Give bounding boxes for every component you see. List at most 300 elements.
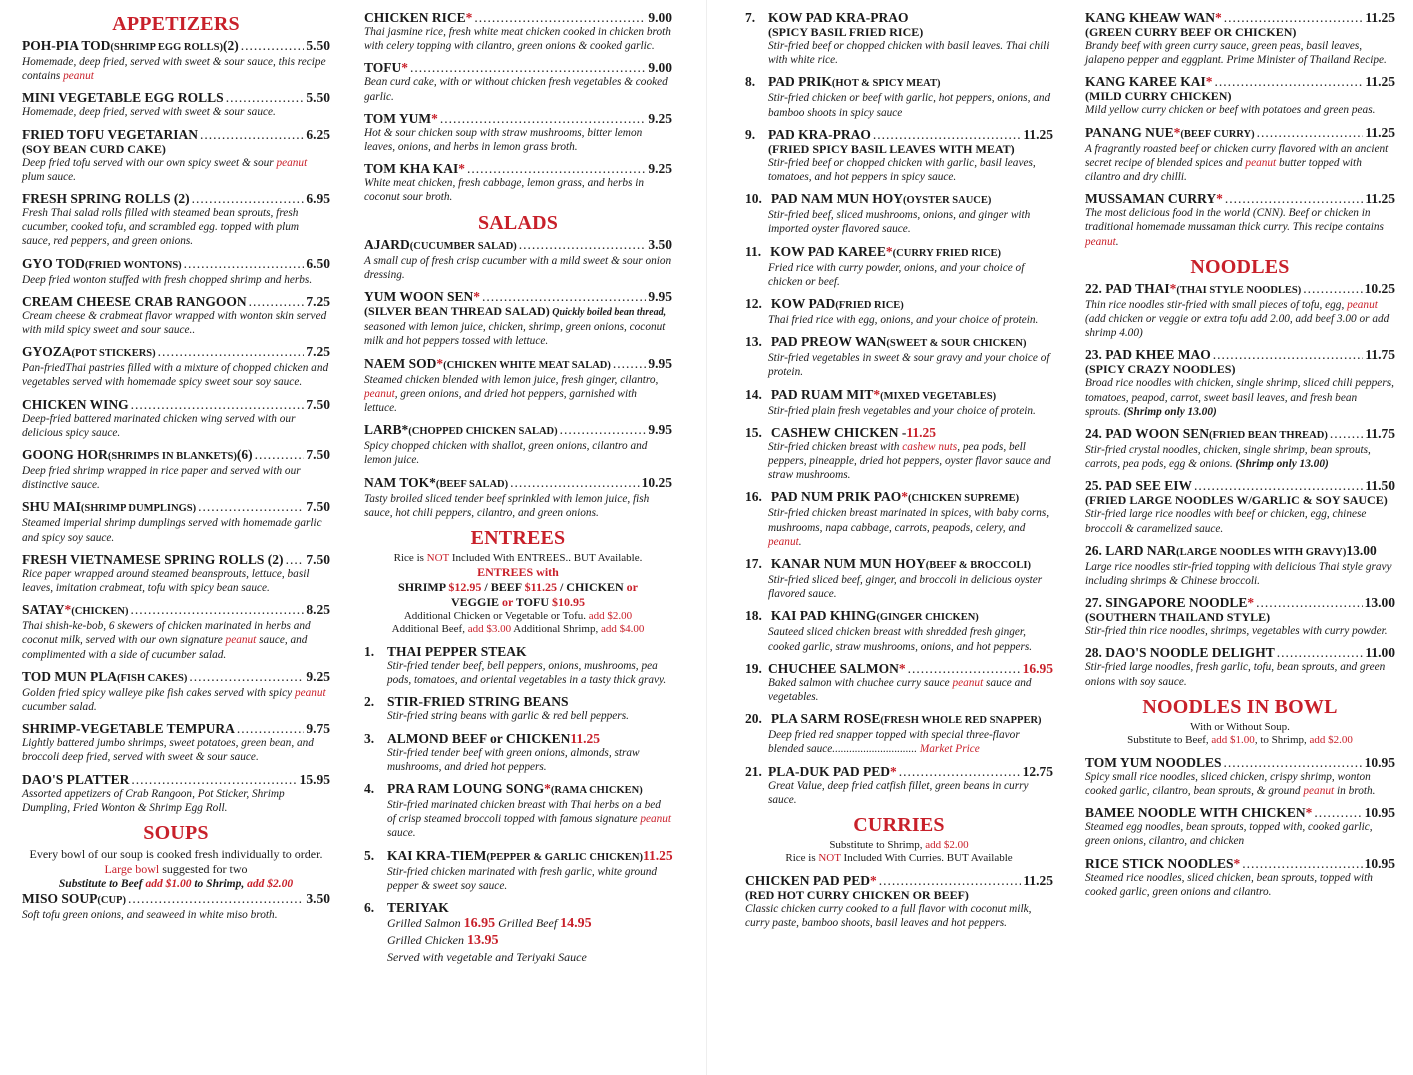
text-run: The most delicious food in the world (CNN). Beef or chicken in traditional homemade mussaman thick curry. This recipe contains	[1085, 207, 1384, 234]
item-description	[364, 865, 672, 893]
item-description	[745, 573, 1053, 601]
item-name: TOM KHA KAI	[364, 161, 459, 177]
highlight-text: cashew nuts	[902, 440, 958, 453]
highlight-text: add $3.00	[467, 623, 512, 636]
menu-item	[364, 731, 672, 774]
menu-item	[1085, 856, 1395, 899]
text-run: Grilled Beef	[495, 916, 561, 931]
item-description	[364, 320, 672, 348]
spicy-marker: *	[873, 386, 881, 402]
text-run: , to Shrimp,	[1254, 733, 1310, 746]
section-heading: SALADS	[477, 211, 559, 234]
menu-item	[22, 344, 330, 389]
item-header	[745, 489, 1053, 506]
menu-item	[745, 711, 1053, 756]
item-header	[22, 397, 330, 412]
text-run: Served with vegetable and Teriyaki Sauce	[387, 950, 587, 965]
item-description	[22, 908, 330, 922]
item-name-tail: (6)	[236, 447, 253, 463]
item-header	[1085, 595, 1395, 610]
text-run: Deep fried red snapper topped with special three-flavor blended sauce..............................	[768, 729, 1020, 756]
dot-leader	[128, 891, 304, 906]
menu-item	[22, 721, 330, 764]
item-subtitle: (SILVER BEAN THREAD SALAD)	[364, 304, 550, 319]
item-name: KAI PAD KHING	[770, 608, 877, 624]
section-note	[1085, 721, 1395, 734]
item-subtitle: (SHRIMPS IN BLANKETS)	[107, 451, 237, 463]
text-run: Grilled Chicken	[387, 933, 467, 948]
text-run: / BEEF	[481, 580, 525, 595]
item-header	[745, 425, 1053, 440]
item-subtitle: (CUCUMBER SALAD)	[409, 240, 517, 252]
item-name: CHUCHEE SALMON	[768, 660, 899, 676]
item-description	[745, 625, 1053, 653]
item-name: 23. PAD KHEE MAO	[1085, 347, 1211, 363]
item-subtitle: (SHRIMP DUMPLINGS)	[80, 503, 197, 515]
item-header	[1085, 191, 1395, 206]
item-name: LARB*	[364, 422, 409, 438]
item-subtitle-line	[745, 25, 1053, 39]
item-subtitle: (MIXED VEGETABLES)	[880, 390, 997, 402]
item-subtitle: (CHICKEN WHITE MEAT SALAD)	[443, 359, 611, 371]
text-run: to Shrimp,	[191, 878, 248, 891]
item-description	[364, 492, 672, 520]
text-run: plum sauce.	[22, 170, 76, 183]
item-subtitle: (RED HOT CURRY CHICKEN OR BEEF)	[745, 888, 969, 903]
item-price: 7.25	[306, 344, 330, 360]
text-run: Stir-fried crystal noodles, chicken, single shrimp, bean sprouts, carrots, pea pods, egg & onions.	[1085, 444, 1371, 471]
item-subtitle: (GINGER CHICKEN)	[876, 612, 979, 624]
item-price: 6.25	[306, 126, 330, 142]
spacer	[745, 865, 1053, 873]
item-name: PRA RAM LOUNG SONG	[387, 781, 545, 797]
item-header	[1085, 426, 1395, 443]
item-header	[22, 38, 330, 55]
item-subtitle: (FRIED WONTONS)	[84, 259, 182, 271]
text-run: .	[798, 535, 802, 548]
item-header	[364, 237, 672, 254]
item-number: 1.	[364, 644, 375, 660]
item-header	[364, 60, 672, 75]
menu-item	[364, 900, 672, 965]
item-description	[745, 728, 1053, 756]
item-price: 9.00	[648, 60, 672, 76]
item-name: GYO TOD	[22, 255, 85, 271]
item-price: 11.25	[1365, 10, 1395, 25]
dot-leader	[1215, 74, 1364, 89]
item-name: 22. PAD THAI	[1085, 280, 1170, 296]
item-description	[745, 902, 1053, 930]
item-description	[745, 779, 1053, 807]
text-run: Sauteed sliced chicken breast with shredded fresh ginger, cooked garlic, straw mushrooms, onions, and hot peppers.	[768, 626, 1033, 653]
text-run: (add chicken or veggie or extra tofu add 2.00, add beef 3.00 or add shrimp 4.00)	[1085, 313, 1390, 340]
item-header	[1085, 478, 1395, 493]
highlight-text: peanut	[952, 676, 984, 689]
section-heading: ENTREES	[470, 527, 566, 550]
item-header	[745, 191, 1053, 208]
item-description	[1085, 142, 1395, 185]
item-description	[22, 736, 330, 764]
highlight-text: NOT	[426, 552, 450, 565]
section-note	[22, 877, 330, 891]
item-name: TOFU	[364, 60, 402, 76]
text-run: Stir-fried sliced beef, ginger, and broccoli in delicious oyster flavored sauce.	[768, 574, 1043, 601]
text-run: Tasty broiled sliced tender beef sprinkled with lemon juice, fish sauce, hot chili peppers, cilantro, and green onions.	[364, 492, 650, 519]
menu-item	[1085, 191, 1395, 249]
menu-item	[1085, 125, 1395, 185]
item-option-line	[364, 915, 672, 932]
item-name: 28. DAO'S NOODLE DELIGHT	[1085, 645, 1275, 661]
text-run: Stir-fried beef, sliced mushrooms, onions, and ginger with imported oyster flavored sauce.	[768, 209, 1031, 236]
item-header	[745, 711, 1053, 728]
dot-leader	[474, 10, 646, 25]
spicy-marker: *	[890, 763, 897, 779]
item-price: 3.50	[648, 236, 672, 252]
item-header	[364, 289, 672, 304]
item-price: 11.25	[570, 730, 601, 746]
item-price: 12.75	[1022, 763, 1053, 779]
item-option-line	[364, 932, 672, 949]
section-note	[364, 610, 672, 623]
item-name: TOM YUM	[364, 110, 432, 126]
menu-item	[364, 848, 672, 893]
item-name: KAI KRA-TIEM	[387, 847, 487, 863]
page-fold	[706, 0, 707, 1075]
text-run: Rice is	[785, 852, 819, 865]
menu-item	[745, 489, 1053, 549]
item-price: 7.50	[306, 396, 330, 412]
item-description	[22, 55, 330, 83]
text-run: Rice is	[393, 552, 427, 565]
highlight-text: add $2.00	[925, 839, 969, 852]
menu-item	[22, 38, 330, 83]
text-run: Stir-fried string beans with garlic & red bell peppers.	[387, 710, 629, 723]
spicy-marker: *	[401, 60, 409, 76]
item-header	[1085, 347, 1395, 362]
text-run: Fried rice with curry powder, onions, and your choice of chicken or beef.	[768, 261, 1025, 288]
item-price: 11.00	[1365, 645, 1395, 661]
menu-item	[22, 127, 330, 184]
item-header	[22, 256, 330, 273]
item-description	[1085, 206, 1395, 249]
item-description	[22, 686, 330, 714]
item-name: THAI PEPPER STEAK	[387, 644, 527, 660]
text-run: Homemade, deep fried, served with sweet & sour sauce.	[22, 106, 276, 119]
text-run: Grilled Salmon	[387, 916, 464, 931]
highlight-text: peanut	[768, 535, 799, 548]
item-header	[22, 447, 330, 464]
item-price: 9.25	[648, 110, 672, 126]
item-description	[1085, 507, 1395, 535]
item-header	[1085, 856, 1395, 871]
item-name: PAD PREOW WAN	[770, 334, 887, 350]
item-description	[1085, 443, 1395, 471]
item-number: 14.	[745, 386, 762, 402]
text-run: Stir-fried beef or chopped chicken with garlic, basil leaves, tomatoes, and hot peppers in spicy sauce.	[768, 156, 1036, 184]
menu-item	[22, 669, 330, 714]
item-number: 20.	[745, 711, 762, 727]
dot-leader	[200, 127, 304, 142]
item-number: 15.	[745, 424, 762, 440]
item-price: 15.95	[299, 771, 330, 787]
text-run: Steamed rice noodles, sliced chicken, bean sprouts, topped with cooked garlic, green onions and cilantro.	[1085, 871, 1373, 898]
text-run: Deep fried shrimp wrapped in rice paper and served with our distinctive sauce.	[22, 465, 301, 492]
item-number: 7.	[745, 10, 756, 25]
item-name: PAD KRA-PRAO	[768, 126, 871, 142]
item-name: TOM YUM NOODLES	[1085, 754, 1222, 770]
dot-leader	[440, 111, 647, 126]
item-header	[1085, 543, 1395, 560]
text-run: Thai fried rice with egg, onions, and your choice of protein.	[768, 314, 1039, 327]
dot-leader	[130, 602, 304, 617]
item-name: CHICKEN PAD PED	[745, 873, 871, 889]
highlight-text: $12.95	[448, 580, 482, 595]
text-run: A fragrantly roasted beef or chicken curry flavored with an ancient secret recipe of blended spices and	[1085, 142, 1389, 169]
item-subtitle: (THAI STYLE NOODLES)	[1176, 284, 1302, 296]
text-run: Stir-fried tender beef with green onions, almonds, straw mushrooms, and dried hot peppers.	[387, 746, 640, 773]
menu-item	[364, 422, 672, 467]
menu-column-3	[745, 10, 1053, 938]
item-price: 11.25	[1365, 124, 1395, 140]
item-price: 10.25	[641, 474, 672, 490]
text-run: Stir-fried beef or chopped chicken with basil leaves. Thai chili with white rice.	[768, 40, 1050, 67]
item-name: PLA SARM ROSE	[770, 711, 881, 727]
text-run: Deep-fried battered marinated chicken wing served with our delicious spicy sauce.	[22, 412, 296, 439]
item-name: PAD NAM MUN HOY	[770, 191, 903, 207]
item-header	[22, 602, 330, 619]
menu-item	[22, 90, 330, 119]
item-description	[364, 659, 672, 687]
item-price: 7.50	[306, 551, 330, 567]
item-name: KOW PAD KRA-PRAO	[768, 10, 909, 25]
menu-column-2	[364, 10, 672, 972]
item-header	[22, 891, 330, 908]
item-subtitle: (PEPPER & GARLIC CHICKEN)	[486, 851, 644, 863]
item-subtitle-line	[22, 142, 330, 156]
text-run: sauce, and complimented with a side of cucumber salad.	[22, 634, 308, 661]
menu-item	[22, 294, 330, 337]
dot-leader	[613, 356, 647, 371]
dot-leader	[286, 552, 305, 567]
item-number: 11.	[745, 243, 762, 259]
item-subtitle: (CHICKEN)	[71, 606, 129, 618]
item-price: 11.75	[1365, 347, 1395, 363]
dot-leader	[1242, 856, 1362, 871]
spicy-marker: *	[1247, 595, 1255, 611]
text-run: A small cup of fresh crisp cucumber with a mild sweet & sour onion dressing.	[364, 254, 672, 281]
dot-leader	[1256, 595, 1362, 610]
text-run: Brandy beef with green curry sauce, green peas, basil leaves, jalapeno pepper and eggplant. Prime Minister of Thailand Recipe.	[1085, 40, 1387, 67]
item-header	[745, 127, 1053, 142]
menu-item	[22, 602, 330, 662]
menu-item	[1085, 281, 1395, 341]
highlight-text: peanut	[294, 686, 326, 699]
dot-leader	[560, 422, 647, 437]
item-header	[745, 387, 1053, 404]
item-name: 25. PAD SEE EIW	[1085, 478, 1193, 494]
section-note	[745, 839, 1053, 852]
item-subtitle-line	[1085, 610, 1395, 624]
menu-item	[1085, 595, 1395, 638]
item-description	[364, 798, 672, 841]
text-run: butter topped with cilantro and dry chilli.	[1085, 156, 1362, 184]
item-name: GOONG HOR	[22, 447, 108, 463]
dot-leader	[1194, 478, 1363, 493]
dot-leader	[158, 344, 305, 359]
item-header	[1085, 805, 1395, 820]
menu-item	[745, 608, 1053, 653]
text-run: Rice paper wrapped around steamed beansprouts, lettuce, basil leaves, imitation crabmeat, tofu with spicy bean sauce.	[22, 567, 310, 595]
item-header	[22, 669, 330, 686]
menu-item	[22, 772, 330, 815]
dot-leader	[1257, 125, 1364, 140]
item-number: 9.	[745, 126, 756, 142]
item-name: YUM WOON SEN	[364, 289, 474, 305]
item-name-tail: (2)	[223, 38, 239, 53]
highlight-text: $11.25	[524, 580, 557, 595]
text-run: Stir-fried large noodles, fresh garlic, tofu, bean sprouts, and green onions with soy sauce.	[1085, 661, 1386, 688]
item-subtitle: (SHRIMP EGG ROLLS)	[110, 42, 223, 53]
item-name: GYOZA	[22, 344, 72, 360]
menu-item	[1085, 10, 1395, 67]
item-header	[1085, 755, 1395, 770]
dot-leader	[1225, 191, 1363, 206]
item-header	[364, 848, 672, 865]
text-run: .	[1115, 235, 1119, 248]
item-name: NAEM SOD	[364, 355, 437, 371]
text-run: Pan-friedThai pastries filled with a mixture of chopped chicken and vegetables served with homemade spicy sweet sour soy sauce.	[22, 362, 329, 389]
item-name: KOW PAD KAREE	[770, 243, 886, 259]
item-name: KANAR NUM MUN HOY	[770, 556, 926, 572]
item-name: BAMEE NOODLE WITH CHICKEN	[1085, 805, 1306, 821]
item-name: AJARD	[364, 236, 410, 252]
item-description	[745, 208, 1053, 236]
menu-item	[22, 499, 330, 544]
spicy-marker: *	[1233, 855, 1241, 871]
spacer	[364, 636, 672, 644]
text-run: Spicy chopped chicken with shallot, green onions, cilantro and lemon juice.	[364, 440, 648, 467]
text-run: Stir-fried plain fresh vegetables and your choice of protein.	[768, 404, 1036, 417]
dot-leader	[192, 191, 305, 206]
section-note	[22, 847, 330, 877]
highlight-text: peanut	[1303, 785, 1335, 798]
menu-item	[22, 191, 330, 249]
menu-item	[364, 111, 672, 154]
item-price: 11.25	[1365, 74, 1395, 90]
item-price: 7.50	[306, 499, 330, 515]
spicy-marker: *	[1215, 10, 1222, 25]
item-name: CASHEW CHICKEN -	[770, 424, 907, 440]
menu-item	[364, 10, 672, 53]
text-run: sauce.	[387, 827, 416, 840]
menu-item	[1085, 805, 1395, 848]
item-subtitle: (LARGE NOODLES WITH GRAVY)	[1176, 546, 1347, 558]
item-name: CHICKEN WING	[22, 396, 129, 412]
item-description	[745, 156, 1053, 184]
item-header	[745, 10, 1053, 25]
menu-item	[745, 556, 1053, 601]
item-description	[22, 516, 330, 544]
menu-item	[364, 781, 672, 841]
dot-leader	[189, 669, 304, 684]
item-description	[22, 464, 330, 492]
item-number: 17.	[745, 556, 762, 572]
item-description	[364, 126, 672, 154]
menu-item	[22, 552, 330, 595]
text-run: Hot & sour chicken soup with straw mushrooms, bitter lemon leaves, onions, and herbs in lemon grass broth.	[364, 126, 643, 154]
dot-leader	[519, 237, 647, 252]
item-number: 5.	[364, 847, 375, 863]
text-run: Fresh Thai salad rolls filled with steamed bean sprouts, fresh cucumber, cooked tofu, and scrambled egg. topped with plum sauce, red peppers, and green onions.	[22, 207, 300, 248]
item-subtitle: (SOUTHERN THAILAND STYLE)	[1085, 610, 1271, 625]
menu-item	[745, 191, 1053, 236]
item-subtitle: (SOY BEAN CURD CAKE)	[22, 141, 166, 156]
item-description	[745, 261, 1053, 289]
text-run: Stir-fried thin rice noodles, shrimps, vegetables with curry powder.	[1085, 625, 1388, 638]
menu-item	[364, 289, 672, 349]
item-price: 11.25	[1365, 191, 1395, 207]
item-number: 19.	[745, 660, 762, 676]
item-header	[1085, 281, 1395, 298]
text-run: sauce and vegetables.	[768, 676, 1032, 704]
dot-leader	[1314, 805, 1362, 820]
item-price: 9.00	[648, 10, 672, 25]
menu-item	[745, 334, 1053, 379]
item-header	[364, 731, 672, 746]
highlight-text: peanut	[276, 156, 308, 169]
item-name: NAM TOK*	[364, 474, 436, 490]
item-name: KOW PAD	[770, 296, 836, 312]
item-description	[364, 254, 672, 282]
section-heading: APPETIZERS	[112, 13, 240, 35]
item-price: 9.95	[648, 422, 672, 438]
item-header	[22, 499, 330, 516]
item-header	[22, 294, 330, 309]
text-run: Deep fried tofu served with our own spicy sweet & sour	[22, 156, 277, 169]
highlight-text: peanut	[1245, 156, 1277, 169]
text-run: Steamed egg noodles, bean sprouts, topped with, cooked garlic, green onions, cilantro, and chicken	[1085, 821, 1373, 848]
highlight-text: Market Price	[919, 743, 980, 756]
item-price: 10.95	[1364, 805, 1395, 821]
item-price: 10.25	[1364, 280, 1395, 296]
text-run: Lightly battered jumbo shrimps, sweet potatoes, green bean, and broccoli deep fried, served with sweet & sour sauce.	[22, 737, 314, 764]
item-description	[22, 787, 330, 815]
item-name: TOD MUN PLA	[22, 668, 118, 684]
dot-leader	[1224, 10, 1364, 25]
item-description	[1085, 820, 1395, 848]
item-header	[22, 191, 330, 206]
item-subtitle: (FRIED LARGE NOODLES W/GARLIC & SOY SAUCE)	[1085, 493, 1388, 508]
highlight-text: add $2.00	[588, 610, 633, 623]
highlight-text: 13.95	[466, 933, 499, 949]
item-description	[1085, 770, 1395, 798]
item-price: 11.25	[643, 847, 673, 863]
text-run: Spicy small rice noodles, sliced chicken, crispy shrimp, wonton cooked garlic, cilantro, bean sprouts, & ground	[1085, 770, 1371, 798]
spicy-marker: *	[64, 602, 72, 618]
item-subtitle: (BEEF SALAD)	[435, 478, 509, 490]
item-number: 16.	[745, 489, 762, 505]
item-description	[745, 440, 1053, 483]
item-price: 9.95	[648, 355, 672, 371]
item-description	[22, 309, 330, 337]
spicy-marker: *	[898, 660, 906, 676]
spicy-marker: *	[473, 289, 481, 305]
menu-item	[745, 244, 1053, 289]
item-header	[364, 644, 672, 659]
item-description	[1085, 660, 1395, 688]
text-run: , green onions, and dried hot peppers, garnished with lettuce.	[364, 387, 637, 415]
dot-leader	[1277, 645, 1364, 660]
